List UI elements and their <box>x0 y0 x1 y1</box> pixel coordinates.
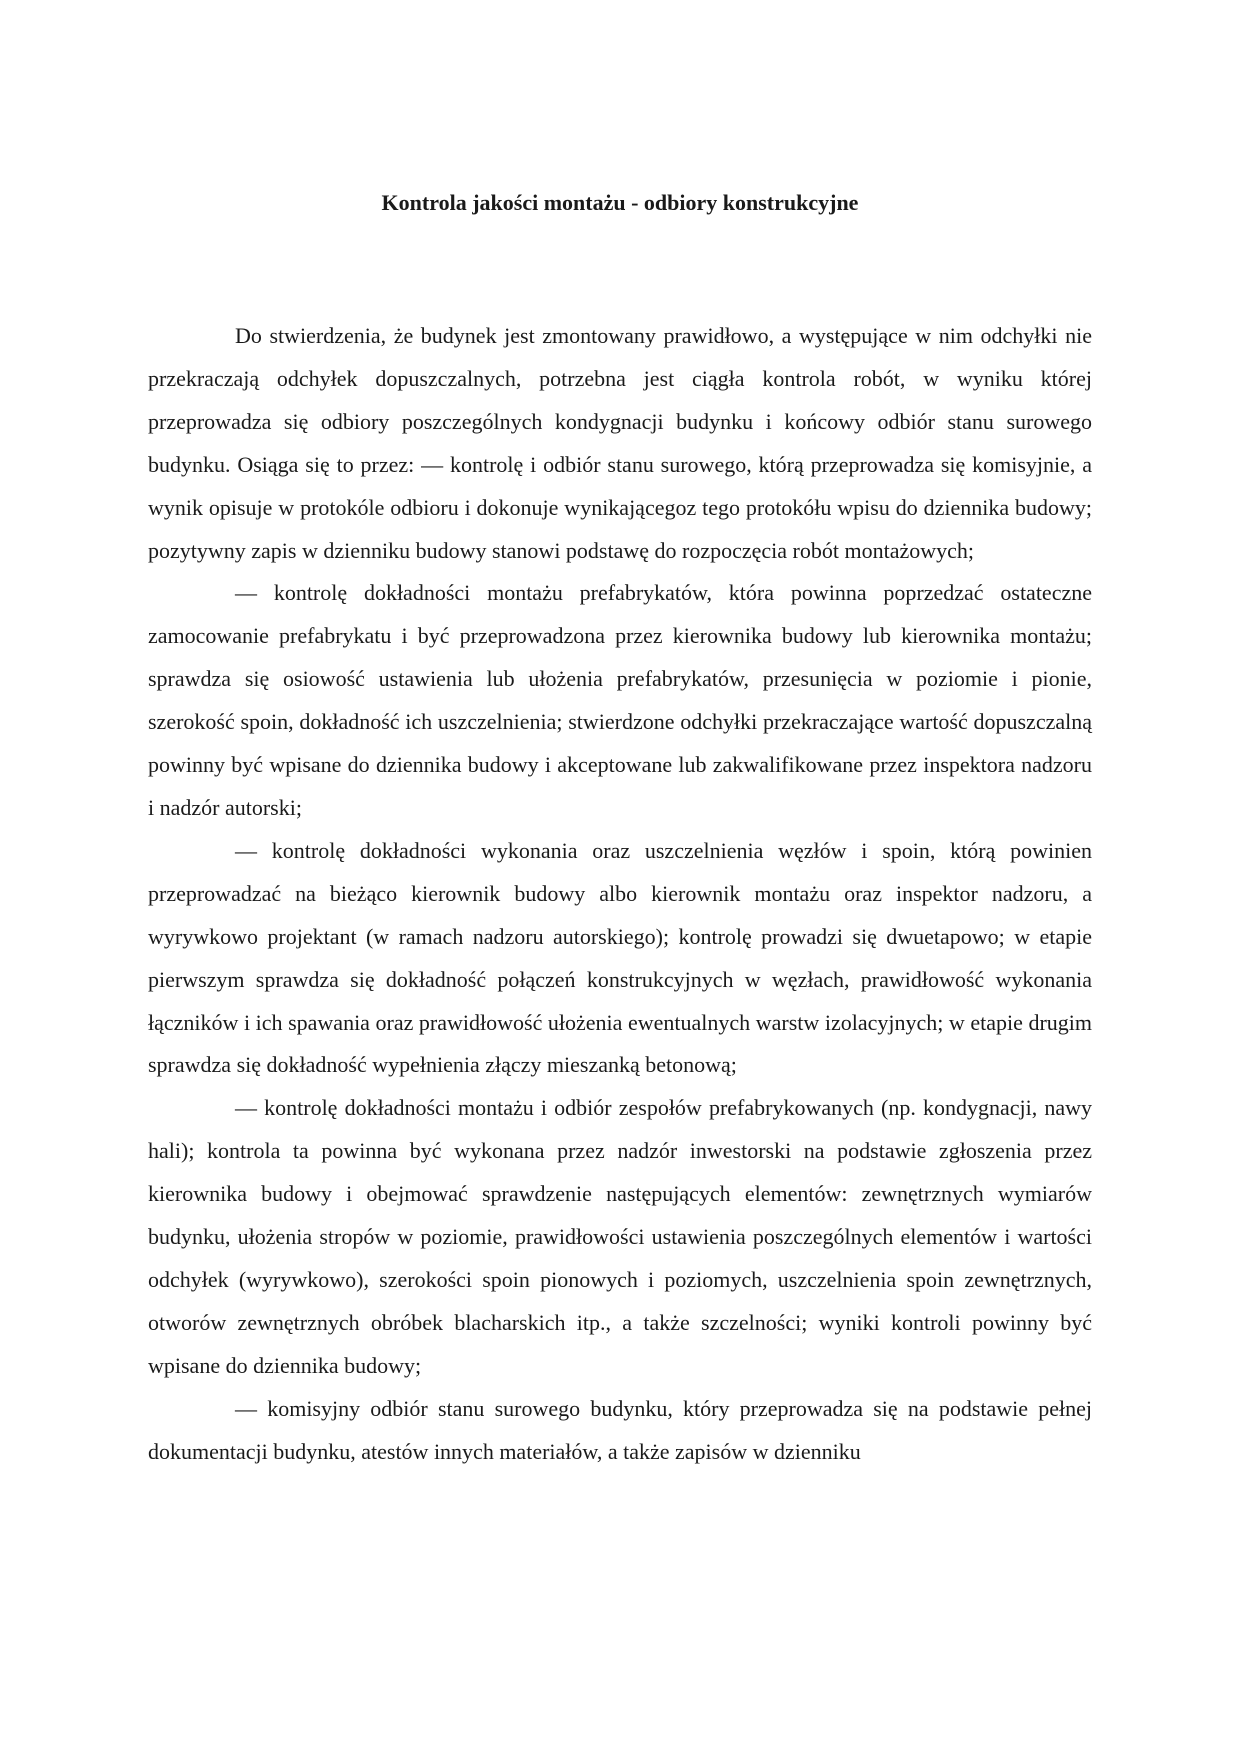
paragraph-commission-acceptance: — komisyjny odbiór stanu surowego budynku, który przeprowadza się na podstawie pełnej dokumentacji budynku, atestów innych materiałów, a także zapisów w dzienniku <box>148 1395 1092 1464</box>
document-body <box>148 315 1092 1473</box>
paragraph-intro: Do stwierdzenia, że budynek jest zmontowany prawidłowo, a występujące w nim odchyłki nie przekraczają odchyłek dopuszczalnych, potrzebna jest ciągła kontrola robót, w wyniku której przeprowadza się odbiory poszczególnych kondygnacji budynku i końcowy odbiór stanu surowego budynku. Osiąga się to przez: — kontrolę i odbiór stanu surowego, którą przeprowadza się komisyjnie, a wynik opisuje w protokóle odbioru i dokonuje wynikającegoz tego protokółu wpisu do dziennika budowy; pozytywny zapis w dzienniku budowy stanowi podstawę do rozpoczęcia robót montażowych; <box>148 323 1092 563</box>
document-title: Kontrola jakości montażu - odbiory konstrukcyjne <box>381 190 859 215</box>
paragraph-prefab-assembly-control: — kontrolę dokładności montażu prefabrykatów, która powinna poprzedzać ostateczne zamocowanie prefabrykatu i być przeprowadzona przez kierownika budowy lub kierownika montażu; sprawdza się osiowość ustawienia lub ułożenia prefabrykatów, przesunięcia w poziomie i pionie, szerokość spoin, dokładność ich uszczelnienia; stwierdzone odchyłki przekraczające wartość dopuszczalną powinny być wpisane do dziennika budowy i akceptowane lub zakwalifikowane przez inspektora nadzoru i nadzór autorski; <box>148 580 1092 820</box>
paragraph-joints-control: — kontrolę dokładności wykonania oraz uszczelnienia węzłów i spoin, którą powinien przeprowadzać na bieżąco kierownik budowy albo kierownik montażu oraz inspektor nadzoru, a wyrywkowo projektant (w ramach nadzoru autorskiego); kontrolę prowadzi się dwuetapowo; w etapie pierwszym sprawdza się dokładność połączeń konstrukcyjnych w węzłach, prawidłowość wykonania łączników i ich spawania oraz prawidłowość ułożenia ewentualnych warstw izolacyjnych; w etapie drugim sprawdza się dokładność wypełnienia złączy mieszanką betonową; <box>148 837 1092 1078</box>
paragraph-assemblies-control: — kontrolę dokładności montażu i odbiór zespołów prefabrykowanych (np. kondygnacji, nawy hali); kontrola ta powinna być wykonana przez nadzór inwestorski na podstawie zgłoszenia przez kierownika budowy i obejmować sprawdzenie następujących elementów: zewnętrznych wymiarów budynku, ułożenia stropów w poziomie, prawidłowości ustawienia poszczególnych elementów i wartości odchyłek (wyrywkowo), szerokości spoin pionowych i poziomych, uszczelnienia spoin zewnętrznych, otworów zewnętrznych obróbek blacharskich itp., a także szczelności; wyniki kontroli powinny być wpisane do dziennika budowy; <box>148 1095 1092 1378</box>
